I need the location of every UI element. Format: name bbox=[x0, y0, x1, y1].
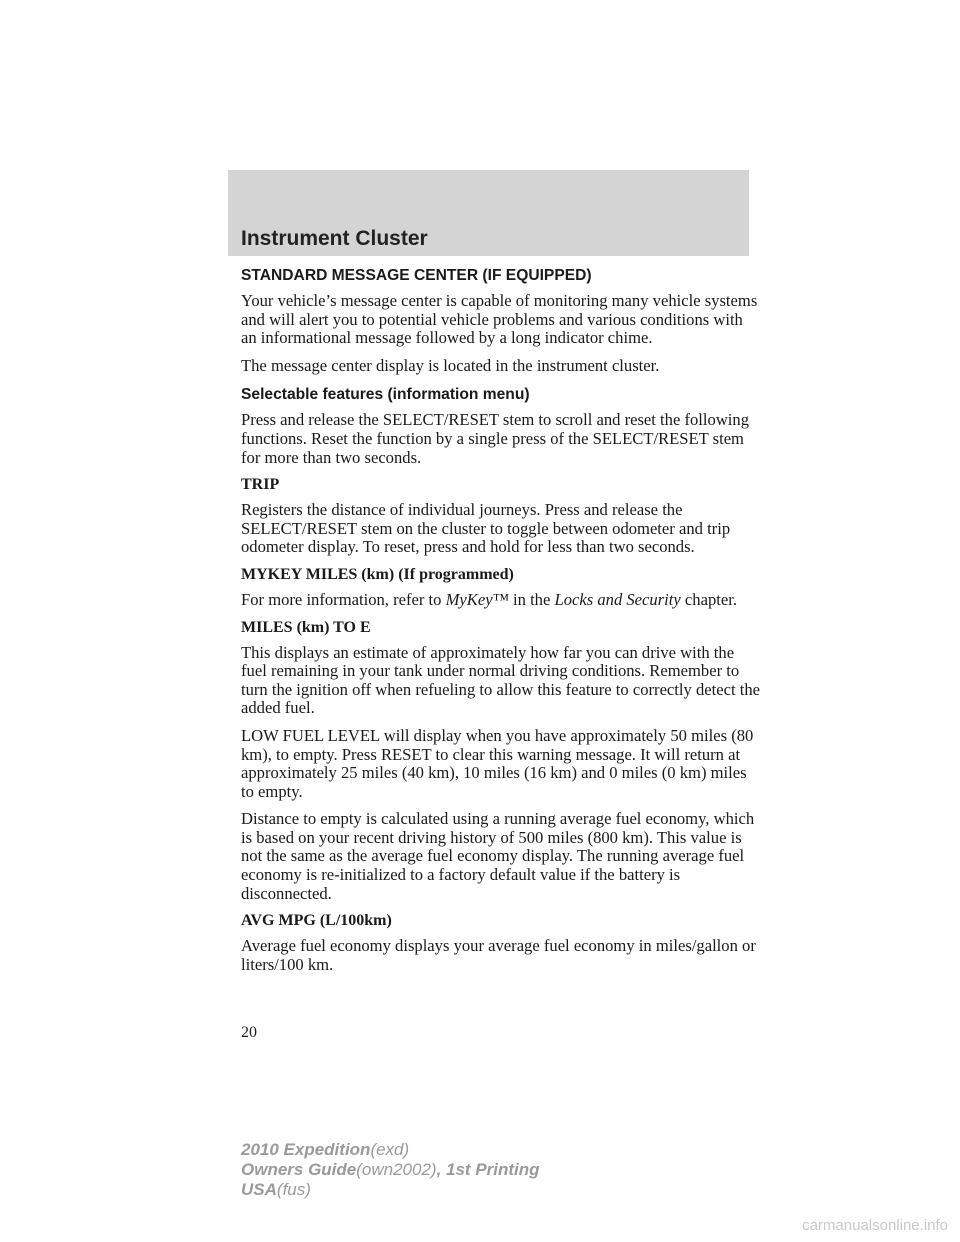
paragraph-miles-to-e: This displays an estimate of approximately how far you can drive with the fuel remaining in your tank under normal driving conditions. Remember to turn the ignition off when refueling to allow this feature to correctly detect the added fuel. bbox=[241, 642, 761, 718]
footer-printing: , 1st Printing bbox=[436, 1160, 540, 1179]
heading-miles-to-e: MILES (km) TO E bbox=[241, 618, 371, 636]
paragraph-intro: Your vehicle’s message center is capable of monitoring many vehicle systems and will alert you to potential vehicle problems and various conditions with an informational message followed by a long indicator chime. bbox=[241, 291, 758, 348]
footer-model-code: (exd) bbox=[370, 1140, 410, 1159]
mykey-suffix: chapter. bbox=[680, 589, 737, 609]
footer-region-code: (fus) bbox=[276, 1180, 311, 1199]
footer-guide-code: (own2002) bbox=[356, 1160, 437, 1179]
section-title: Instrument Cluster bbox=[241, 227, 428, 250]
section-header-band bbox=[228, 170, 749, 256]
heading-avg-mpg: AVG MPG (L/100km) bbox=[241, 912, 392, 930]
paragraph-mykey bbox=[241, 591, 761, 610]
locks-security-reference: Locks and Security bbox=[554, 589, 681, 609]
heading-selectable-features: Selectable features (information menu) bbox=[241, 386, 530, 404]
heading-message-center: STANDARD MESSAGE CENTER (IF EQUIPPED) bbox=[241, 267, 592, 284]
paragraph-trip: Registers the distance of individual journeys. Press and release the SELECT/RESET stem on the cluster to toggle between odometer and trip odometer display. To reset, press and hold for less than two seconds. bbox=[241, 500, 731, 557]
print-footer bbox=[241, 1140, 540, 1200]
heading-trip: TRIP bbox=[241, 476, 280, 494]
page-content bbox=[241, 267, 761, 983]
footer-line-2 bbox=[241, 1160, 540, 1180]
page-number: 20 bbox=[241, 1024, 257, 1041]
paragraph-selectable: Press and release the SELECT/RESET stem to scroll and reset the following functions. Reset the function by a single press of the SELECT/RESET stem for more than two seconds. bbox=[241, 410, 750, 467]
site-watermark: carmanualsonline.info bbox=[802, 1217, 948, 1234]
footer-line-1 bbox=[241, 1140, 540, 1160]
paragraph-low-fuel: LOW FUEL LEVEL will display when you have approximately 50 miles (80 km), to empty. Press RESET to clear this warning message. It will return at approximately 25 miles (40 km), 10 miles (16 km) and 0 miles (0 km) miles to empty. bbox=[241, 725, 754, 801]
paragraph-location: The message center display is located in the instrument cluster. bbox=[241, 355, 660, 375]
mykey-reference: MyKey™ bbox=[445, 589, 509, 609]
footer-region: USA bbox=[241, 1180, 277, 1199]
paragraph-avg-mpg: Average fuel economy displays your average fuel economy in miles/gallon or liters/100 km. bbox=[241, 936, 756, 974]
mykey-mid: in the bbox=[508, 589, 555, 609]
footer-guide-title: Owners Guide bbox=[241, 1160, 357, 1179]
footer-model: 2010 Expedition bbox=[241, 1140, 371, 1159]
footer-line-3 bbox=[241, 1180, 540, 1200]
paragraph-distance-to-empty: Distance to empty is calculated using a running average fuel economy, which is based on your recent driving history of 500 miles (800 km). This value is not the same as the average fuel economy display. The running average fuel economy is re-initialized to a factory default value if the battery is disconnected. bbox=[241, 809, 755, 903]
mykey-prefix: For more information, refer to bbox=[241, 589, 446, 609]
heading-mykey-miles: MYKEY MILES (km) (If programmed) bbox=[241, 565, 514, 583]
